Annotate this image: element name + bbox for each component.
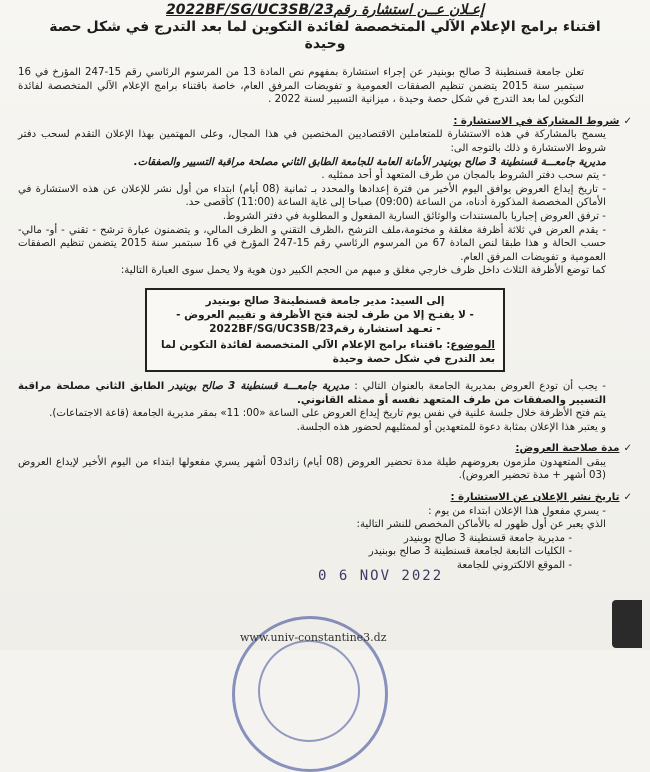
box-line: إلى السيد: مدير جامعة قسنطينة3 صالح بوبنيدر — [205, 294, 445, 307]
conditions-paragraph: يسمح بالمشاركة في هذه الاستشارة للمتعاملين الاقتصاديين المختصين في هذا المجال، وعلى المهتمين بهذا الإعلان التقدم لسحب دفتر شروط الاستشارة و ذلك بالتوجه الى: — [18, 129, 606, 154]
publication-place: - الكليات التابعة لجامعة قسنطينة 3 صالح بوبنيدر — [368, 546, 572, 558]
announcement-subtitle: اقتناء برامج الإعلام الآلي المتخصصة لفائدة التكوين لما بعد التدرج في شكل حصة وحيدة — [49, 19, 601, 52]
invitation-paragraph: و يعتبر هذا الإعلان بمثابة دعوة للمتعهدين أو لممثليهم لحضور هذه الجلسة. — [296, 421, 606, 433]
intro-paragraph: تعلن جامعة قسنطينة 3 صالح بوبنيدر عن إجراء استشارة بمفهوم نص المادة 13 من المرسوم الرئاسي رقم 15-247 المؤرخ في 16 سبتمبر سنة 2015 يتضمن تنظيم الصفقات العمومية و تفويضات المرفق العام، خاصة باقتناء برامج الإعلام الآلي المتخصصة لفائدة التكوين لما بعد التدرج في شكل حصة وحيدة ، ميزانية التسيير لسنة 2022 . — [18, 67, 584, 106]
university-address: مديرية جامعـــة قسنطينة 3 صالح بوبنيدر الأمانة العامة للجامعة الطابق الثاني مصلحة مراقبة التسيير والصفقات. — [133, 156, 606, 168]
publication-place: - الموقع الالكتروني للجامعة — [456, 560, 572, 572]
box-subject: الموضوع: باقتناء برامج الإعلام الآلي المتخصصة لفائدة التكوين لما بعد التدرج في شكل حصة وحيدة — [160, 338, 495, 365]
section-publication-heading: ✓تاريخ نشر الإعلان عن الاستشارة : — [450, 492, 632, 504]
section-validity-heading: ✓مدة صلاحية العروض: — [515, 443, 632, 455]
box-line: - لا يفتـح إلا من طرف لجنة فتح الأظرفة و تقييم العروض - — [176, 308, 474, 321]
condition-item: كما توضع الأظرفة الثلاث داخل ظرف خارجي مغلق و مبهم من الحجم الكبير دون هوية ولا يحمل سوى العبارة التالية: — [120, 265, 606, 277]
seal-inner-ring-icon — [258, 640, 360, 742]
publication-text: - يسري مفعول هذا الإعلان ابتداء من يوم : — [428, 505, 606, 517]
box-line: - تعـهد استشارة رقم2022BF/SG/UC3SB/23 — [209, 322, 441, 335]
condition-item: - ترفق العروض إجباريا بالمستندات والوثائق السارية المفعول و المطلوبة في دفتر الشروط. — [222, 210, 606, 222]
opening-paragraph: يتم فتح الأظرفة خلال جلسة علنية في نفس يوم تاريخ إيداع العروض على الساعة «00: 11» بمقر مديرية الجامعة (قاعة الاجتماعات). — [49, 408, 606, 420]
signature-mark-icon — [612, 600, 642, 648]
deposit-paragraph: - يجب أن تودع العروض بمديرية الجامعة بالعنوان التالي : مديرية جامعـــة قسنطينة 3 صالح بوبنيدر الطابق الثاني مصلحة مراقبة التسيير والصفقات من طرف المتعهد نفسه أو ممثله القانوني. — [18, 380, 606, 406]
condition-item: - يقدم العرض في ثلاثة أظرفة مغلقة و مختومة،ملف الترشح ،الظرف التقني و الظرف المالي، و يتضمنون عبارة ترشح - تقني - أو- مالي- حسب الحالة و هذا طبقا لنص المادة 67 من المرسوم الرئاسي رقم 15-247 المؤرخ في 16 سبتمبر سنة 2015 يتضمن تنظيم الصفقات العمومية و تفويضات المرفق العام. — [18, 224, 607, 263]
website-link[interactable]: www.univ-constantine3.dz — [240, 631, 387, 644]
publication-place: - مديرية جامعة قسنطينة 3 صالح بوبنيدر — [403, 532, 572, 544]
condition-item: - يتم سحب دفتر الشروط بالمجان من طرف المتعهد أو أحد ممثليه . — [321, 170, 606, 182]
condition-item: - تاريخ إيداع العروض يوافق اليوم الأخير من فترة إعدادها والمحدد بـ ثمانية (08 أيام) ابتداء من أول نشر للإعلان عن هذه الاستشارة في الأماكن المخصصة المذكورة أدناه، من الساعة (09:00) صباحا إلى غاية الساعة (11:00) كأقصى حد. — [18, 183, 607, 209]
announcement-title: إعـلان عــن استشارة رقم2022BF/SG/UC3SB/23 — [165, 2, 484, 18]
date-stamp: 0 6 NOV 2022 — [318, 568, 444, 584]
bullet-icon: ✓ — [623, 492, 632, 504]
bullet-icon: ✓ — [623, 443, 632, 455]
section-conditions-heading: ✓شروط المشاركة في الاستشارة : — [453, 115, 632, 127]
envelope-label-box — [145, 288, 505, 372]
body-text — [18, 62, 632, 573]
publication-text: الذي يعبر عن أول ظهور له بالأماكن المخصص للنشر التالية: — [356, 519, 606, 531]
header — [40, 2, 610, 53]
validity-text: يبقى المتعهدون ملزمون بعروضهم طيلة مدة تحضير العروض (08 أيام) زائد03 أشهر يسري مفعولها ابتداء من اليوم الأخير لإيداع العروض (03 أشهر + مدة تحضير العروض). — [18, 456, 606, 482]
bullet-icon: ✓ — [623, 115, 632, 127]
